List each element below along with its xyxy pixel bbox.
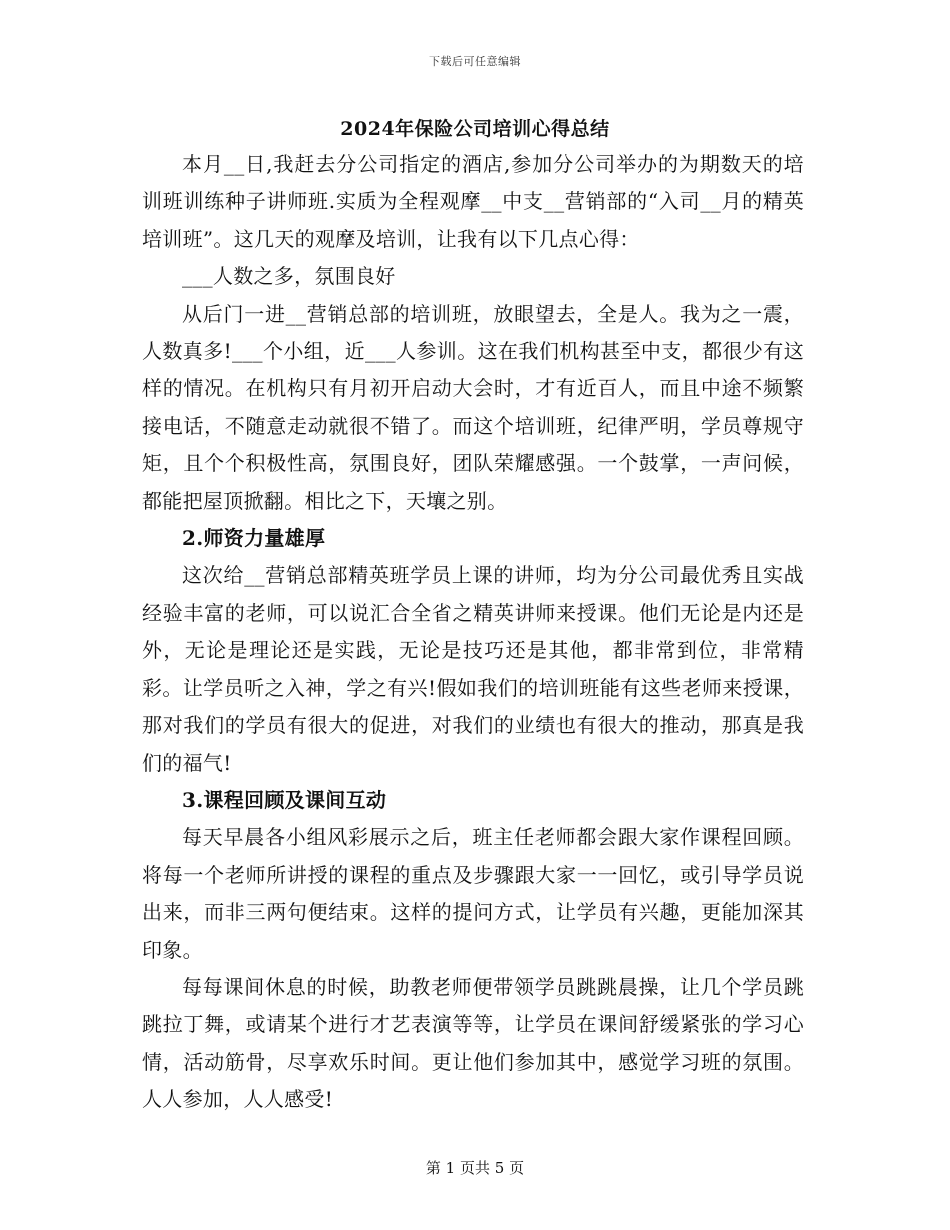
section-heading-3: 3.课程回顾及课间互动 bbox=[182, 787, 387, 812]
header-note: 下载后可任意编辑 bbox=[429, 55, 521, 68]
section-heading-2: 2.师资力量雄厚 bbox=[182, 526, 326, 551]
document-title: 2024年保险公司培训心得总结 bbox=[340, 118, 610, 140]
document-body bbox=[142, 146, 804, 1119]
paragraph-section-2: 这次给__营销总部精英班学员上课的讲师，均为分公司最优秀且实战经验丰富的老师，可以说汇合全省之精英讲师来授课。他们无论是内还是外，无论是理论还是实践，无论是技巧还是其他，都非常到位，非常精彩。让学员听之入神，学之有兴!假如我们的培训班能有这些老师来授课，那对我们的学员有很大的促进，对我们的业绩也有很大的推动，那真是我们的福气! bbox=[142, 563, 804, 775]
paragraph-section-3a: 每天早晨各小组风彩展示之后，班主任老师都会跟大家作课程回顾。将每一个老师所讲授的课程的重点及步骤跟大家一一回忆，或引导学员说出来，而非三两句便结束。这样的提问方式，让学员有兴趣，更能加深其印象。 bbox=[142, 825, 804, 962]
page-number: 第 1 页共 5 页 bbox=[425, 1159, 525, 1177]
paragraph-section-1: 从后门一进__营销总部的培训班，放眼望去，全是人。我为之一震，人数真多!___个小组，近___人参训。这在我们机构甚至中支，都很少有这样的情况。在机构只有月初开启动大会时，才有近百人，而且中途不频繁接电话，不随意走动就很不错了。而这个培训班，纪律严明，学员尊规守矩，且个个积极性高，氛围良好，团队荣耀感强。一个鼓掌，一声问候，都能把屋顶掀翻。相比之下，天壤之别。 bbox=[142, 301, 804, 513]
paragraph-section-3b: 每每课间休息的时候，助教老师便带领学员跳跳晨操，让几个学员跳跳拉丁舞，或请某个进行才艺表演等等，让学员在课间舒缓紧张的学习心情，活动筋骨，尽享欢乐时间。更让他们参加其中，感觉学习班的氛围。人人参加，人人感受! bbox=[142, 974, 804, 1112]
section-heading-1: ___人数之多，氛围良好 bbox=[182, 264, 396, 289]
paragraph-intro: 本月__日,我赶去分公司指定的酒店,参加分公司举办的为期数天的培训班训练种子讲师班.实质为全程观摩__中支__营销部的“入司__月的精英培训班”。这几天的观摩及培训，让我有以下几点心得： bbox=[142, 152, 804, 251]
